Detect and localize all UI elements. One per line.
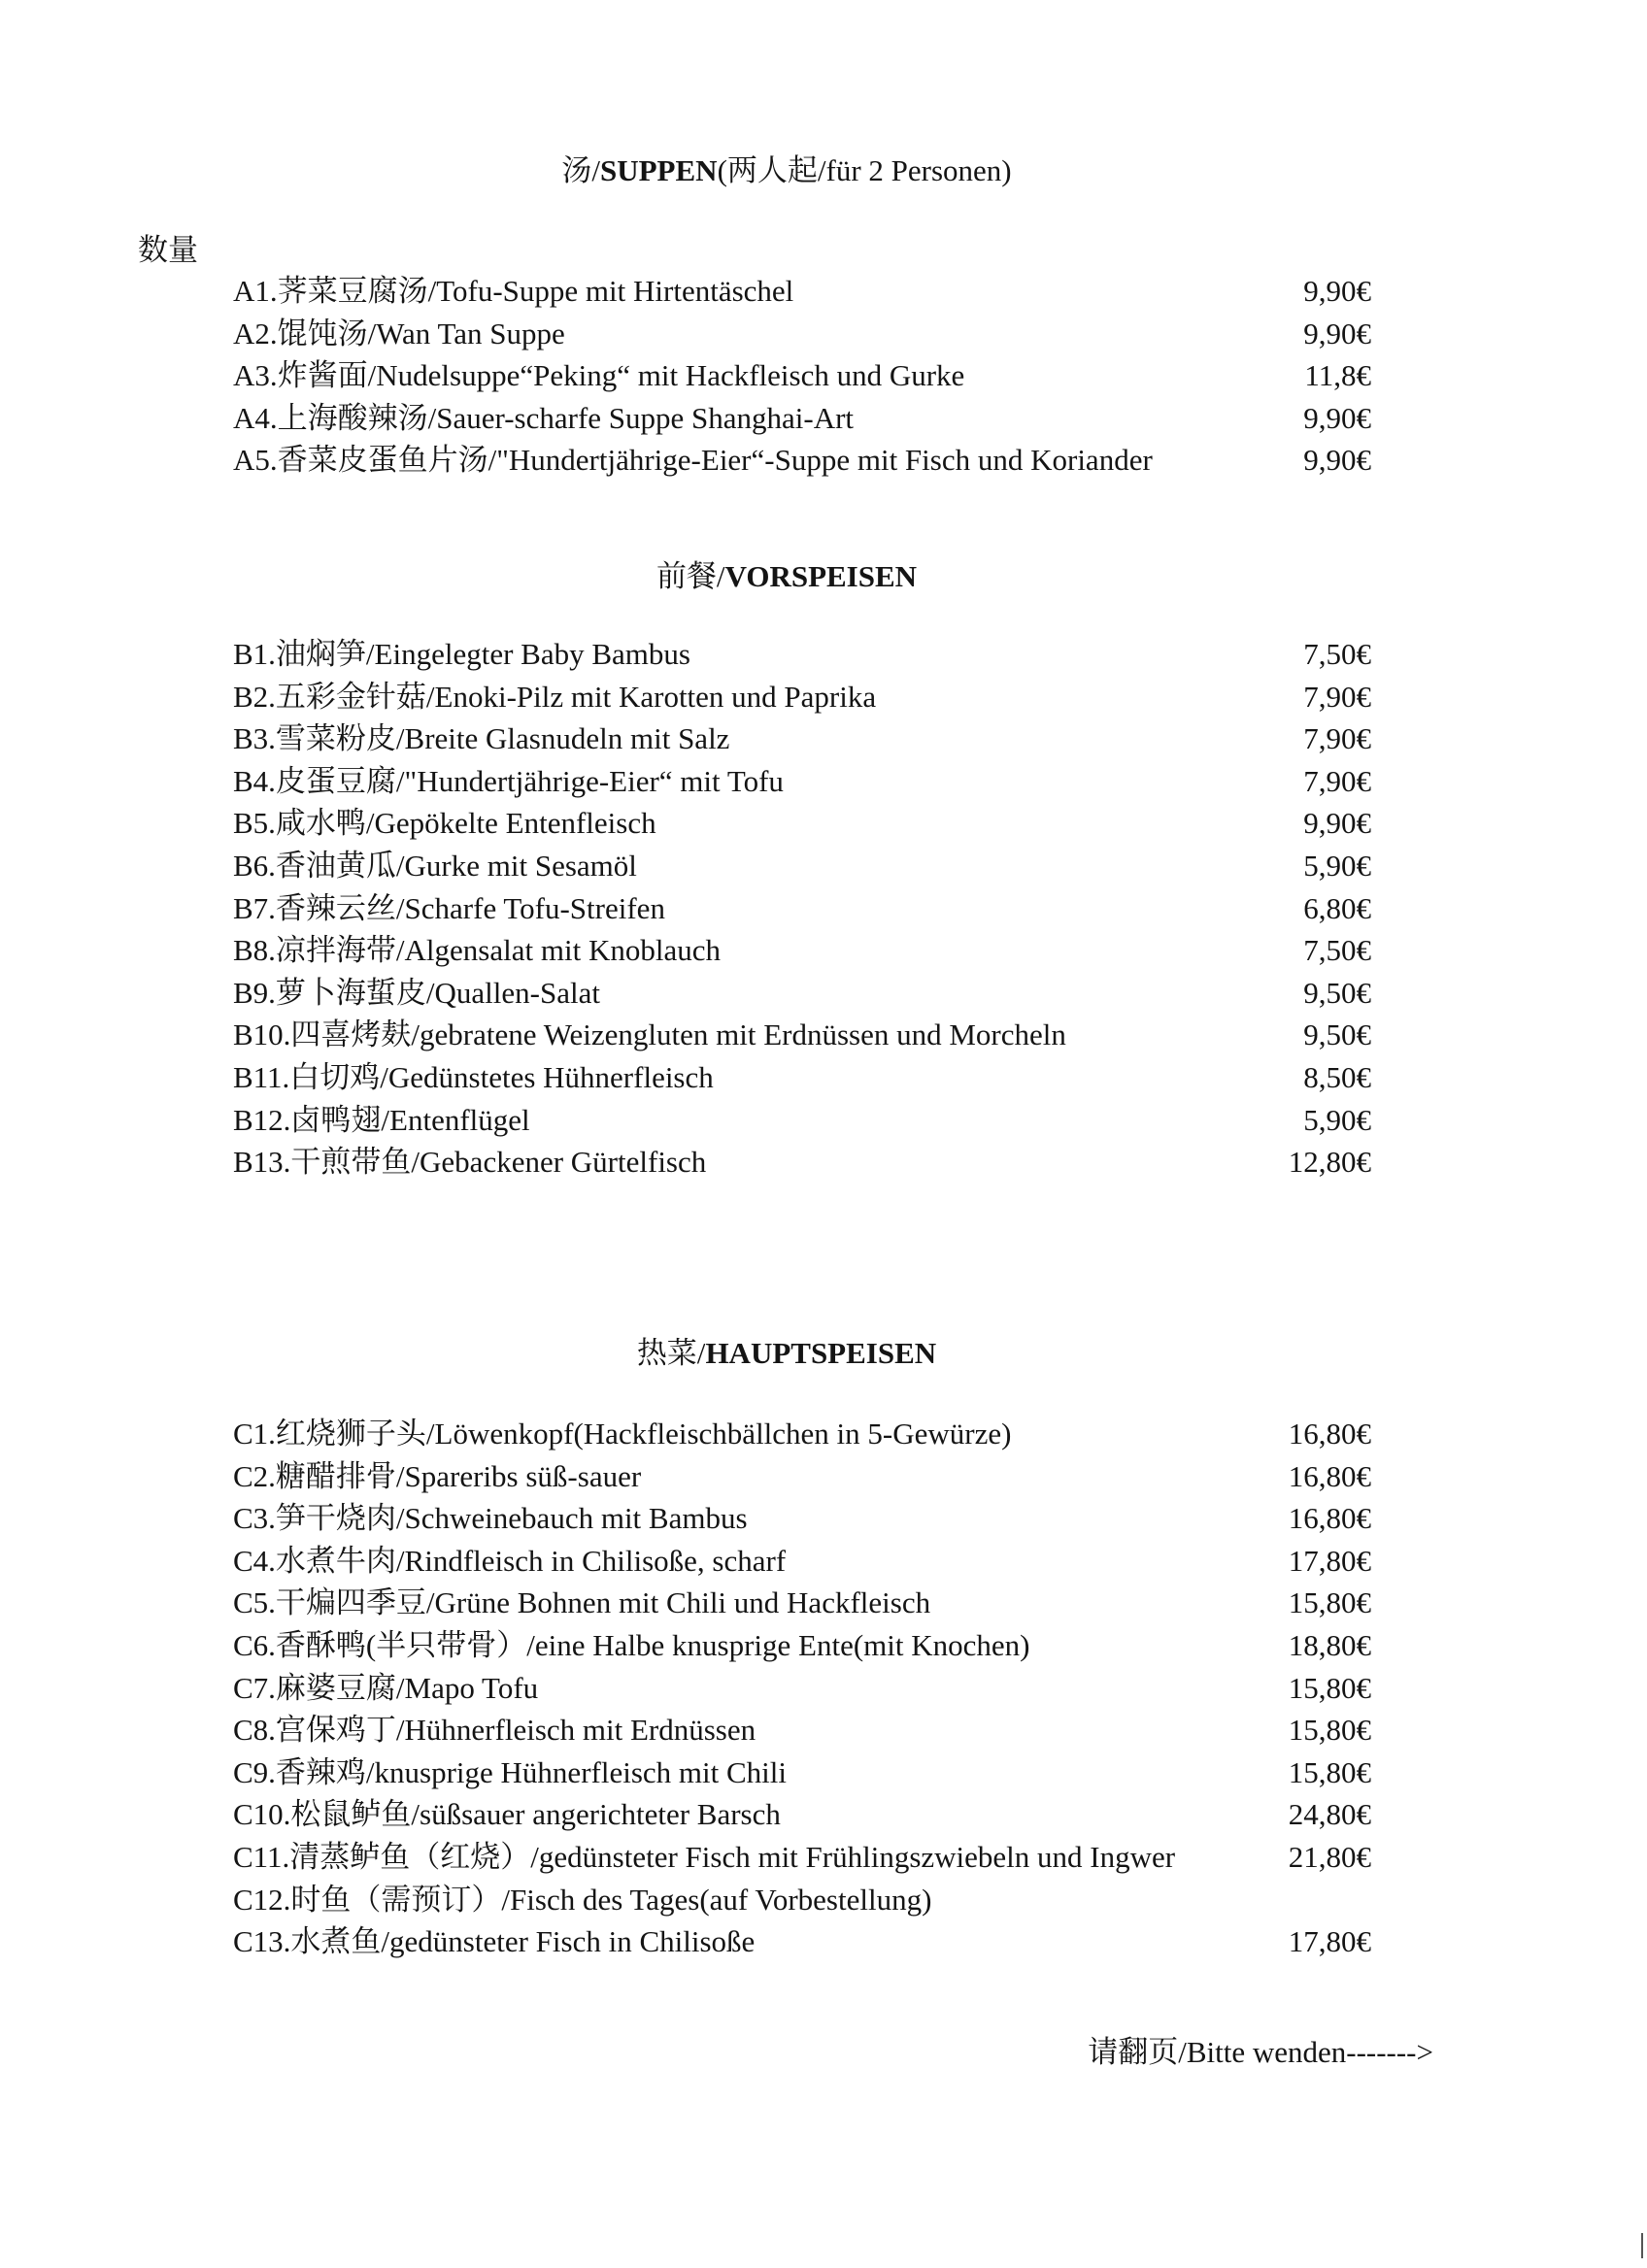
menu-item bbox=[233, 1751, 1371, 1794]
menu-item-name: B3.雪菜粉皮/Breite Glasnudeln mit Salz bbox=[233, 721, 730, 756]
menu-item-price: 11,8€ bbox=[1304, 358, 1371, 393]
menu-item bbox=[233, 1920, 1371, 1963]
menu-item-name: C6.香酥鸭(半只带骨）/eine Halbe knusprige Ente(mit Knochen) bbox=[233, 1627, 1030, 1662]
soups-title-suffix: (两人起/für 2 Personen) bbox=[717, 153, 1012, 187]
mains-list bbox=[233, 1413, 1371, 1963]
menu-item-price: 7,50€ bbox=[1303, 933, 1371, 968]
menu-item-price: 9,90€ bbox=[1303, 400, 1371, 435]
menu-item-name: C9.香辣鸡/knusprige Hühnerfleisch mit Chili bbox=[233, 1754, 788, 1789]
menu-item-price: 24,80€ bbox=[1288, 1797, 1371, 1832]
menu-item-price: 9,90€ bbox=[1303, 443, 1371, 478]
menu-item-name: B13.干煎带鱼/Gebackener Gürtelfisch bbox=[233, 1145, 707, 1180]
menu-item-name: B6.香油黄瓜/Gurke mit Sesamöl bbox=[233, 848, 637, 883]
menu-item-name: B11.白切鸡/Gedünstetes Hühnerfleisch bbox=[233, 1059, 714, 1094]
menu-item bbox=[233, 1667, 1371, 1710]
soups-title-cn: 汤/ bbox=[561, 153, 600, 187]
menu-item-price: 12,80€ bbox=[1288, 1145, 1371, 1180]
menu-item bbox=[233, 676, 1371, 718]
menu-item bbox=[233, 1836, 1371, 1879]
menu-item bbox=[233, 1455, 1371, 1498]
mains-title-cn: 热菜/ bbox=[636, 1336, 706, 1370]
menu-item-name: C13.水煮鱼/gedünsteter Fisch in Chilisoße bbox=[233, 1924, 756, 1959]
menu-item bbox=[233, 929, 1371, 972]
menu-item-price: 15,80€ bbox=[1288, 1585, 1371, 1620]
soups-title-de: SUPPEN bbox=[599, 153, 718, 187]
menu-item-price: 5,90€ bbox=[1303, 848, 1371, 883]
menu-item bbox=[233, 760, 1371, 803]
menu-item-price: 16,80€ bbox=[1288, 1501, 1371, 1536]
menu-item bbox=[233, 802, 1371, 845]
menu-item-name: A4.上海酸辣汤/Sauer-scharfe Suppe Shanghai-Art bbox=[233, 400, 855, 435]
menu-item bbox=[233, 270, 1371, 313]
menu-item bbox=[233, 1141, 1371, 1184]
menu-item-name: C10.松鼠鲈鱼/süßsauer angerichteter Barsch bbox=[233, 1797, 781, 1832]
quantity-label: 数量 bbox=[138, 233, 198, 267]
menu-item bbox=[233, 1099, 1371, 1142]
menu-item bbox=[233, 1624, 1371, 1667]
menu-item-name: A5.香菜皮蛋鱼片汤/"Hundertjährige-Eier“-Suppe mit Fisch und Koriander bbox=[233, 443, 1153, 478]
menu-item-price: 15,80€ bbox=[1288, 1670, 1371, 1705]
menu-item-price: 17,80€ bbox=[1288, 1543, 1371, 1578]
menu-item bbox=[233, 972, 1371, 1015]
menu-item bbox=[233, 1413, 1371, 1455]
menu-item-name: C5.干煸四季豆/Grüne Bohnen mit Chili und Hackfleisch bbox=[233, 1585, 931, 1620]
soups-list bbox=[233, 270, 1371, 482]
menu-item-name: C1.红烧狮子头/Löwenkopf(Hackfleischbällchen in 5-Gewürze) bbox=[233, 1417, 1012, 1451]
menu-item-price: 8,50€ bbox=[1303, 1059, 1371, 1094]
menu-item-name: A1.荠菜豆腐汤/Tofu-Suppe mit Hirtentäschel bbox=[233, 274, 794, 308]
menu-item-name: B2.五彩金针菇/Enoki-Pilz mit Karotten und Paprika bbox=[233, 679, 877, 714]
menu-item-name: B5.咸水鸭/Gepökelte Entenfleisch bbox=[233, 806, 656, 841]
menu-item bbox=[233, 1582, 1371, 1624]
menu-item-price: 15,80€ bbox=[1288, 1713, 1371, 1748]
menu-item-price: 16,80€ bbox=[1288, 1417, 1371, 1451]
menu-item bbox=[233, 1709, 1371, 1751]
starters-title-cn: 前餐/ bbox=[655, 559, 725, 593]
menu-item bbox=[233, 439, 1371, 482]
menu-item-name: C3.笋干烧肉/Schweinebauch mit Bambus bbox=[233, 1501, 748, 1536]
starters-title-de: VORSPEISEN bbox=[724, 559, 918, 593]
menu-item bbox=[233, 397, 1371, 440]
menu-item bbox=[233, 354, 1371, 397]
menu-item bbox=[233, 633, 1371, 676]
menu-item-name: B9.萝卜海蜇皮/Quallen-Salat bbox=[233, 975, 600, 1010]
mains-title-de: HAUPTSPEISEN bbox=[705, 1336, 937, 1370]
turn-page-note: 请翻页/Bitte wenden-------> bbox=[1088, 2035, 1433, 2069]
menu-item-price: 6,80€ bbox=[1303, 890, 1371, 925]
menu-item bbox=[233, 313, 1371, 355]
menu-item bbox=[233, 887, 1371, 930]
scan-edge-mark bbox=[1641, 2233, 1643, 2258]
menu-item bbox=[233, 1014, 1371, 1056]
menu-item-price: 9,50€ bbox=[1303, 1017, 1371, 1052]
menu-item-price: 5,90€ bbox=[1303, 1102, 1371, 1137]
menu-item-name: C11.清蒸鲈鱼（红烧）/gedünsteter Fisch mit Frühlingszwiebeln und Ingwer bbox=[233, 1839, 1176, 1874]
menu-item-price: 17,80€ bbox=[1288, 1924, 1371, 1959]
starters-list bbox=[233, 633, 1371, 1184]
starters-section-title bbox=[0, 557, 1573, 596]
menu-item-name: C4.水煮牛肉/Rindfleisch in Chilisoße, scharf bbox=[233, 1543, 787, 1578]
menu-item bbox=[233, 1540, 1371, 1583]
menu-item-price: 7,50€ bbox=[1303, 637, 1371, 671]
menu-item-name: C12.时鱼（需预订）/Fisch des Tages(auf Vorbestellung) bbox=[233, 1882, 932, 1917]
menu-item-name: C2.糖醋排骨/Spareribs süß-sauer bbox=[233, 1458, 642, 1493]
menu-item bbox=[233, 1793, 1371, 1836]
mains-section-title bbox=[0, 1334, 1573, 1373]
menu-item bbox=[233, 845, 1371, 887]
menu-item bbox=[233, 717, 1371, 760]
menu-item-price: 15,80€ bbox=[1288, 1754, 1371, 1789]
menu-item-price: 7,90€ bbox=[1303, 721, 1371, 756]
menu-item-name: B12.卤鸭翅/Entenflügel bbox=[233, 1102, 530, 1137]
menu-item bbox=[233, 1056, 1371, 1099]
menu-item-name: B4.皮蛋豆腐/"Hundertjährige-Eier“ mit Tofu bbox=[233, 763, 784, 798]
menu-item-price: 21,80€ bbox=[1288, 1839, 1371, 1874]
menu-item-price: 9,90€ bbox=[1303, 316, 1371, 350]
menu-item-name: B7.香辣云丝/Scharfe Tofu-Streifen bbox=[233, 890, 665, 925]
menu-item-price: 16,80€ bbox=[1288, 1458, 1371, 1493]
menu-item-price: 9,90€ bbox=[1303, 806, 1371, 841]
menu-item-price: 9,50€ bbox=[1303, 975, 1371, 1010]
menu-item-name: B10.四喜烤麸/gebratene Weizengluten mit Erdnüssen und Morcheln bbox=[233, 1017, 1066, 1052]
menu-item-name: A2.馄饨汤/Wan Tan Suppe bbox=[233, 316, 565, 350]
menu-item-name: C7.麻婆豆腐/Mapo Tofu bbox=[233, 1670, 539, 1705]
menu-item-price: 7,90€ bbox=[1303, 679, 1371, 714]
menu-item-price: 9,90€ bbox=[1303, 274, 1371, 308]
menu-item-name: B8.凉拌海带/Algensalat mit Knoblauch bbox=[233, 933, 721, 968]
menu-item-name: B1.油焖笋/Eingelegter Baby Bambus bbox=[233, 637, 690, 671]
menu-item bbox=[233, 1879, 1371, 1921]
menu-item-price: 7,90€ bbox=[1303, 763, 1371, 798]
menu-item bbox=[233, 1497, 1371, 1540]
soups-section-title bbox=[0, 151, 1573, 190]
menu-item-price: 18,80€ bbox=[1288, 1627, 1371, 1662]
menu-item-name: C8.宫保鸡丁/Hühnerfleisch mit Erdnüssen bbox=[233, 1713, 756, 1748]
menu-item-name: A3.炸酱面/Nudelsuppe“Peking“ mit Hackfleisch und Gurke bbox=[233, 358, 965, 393]
